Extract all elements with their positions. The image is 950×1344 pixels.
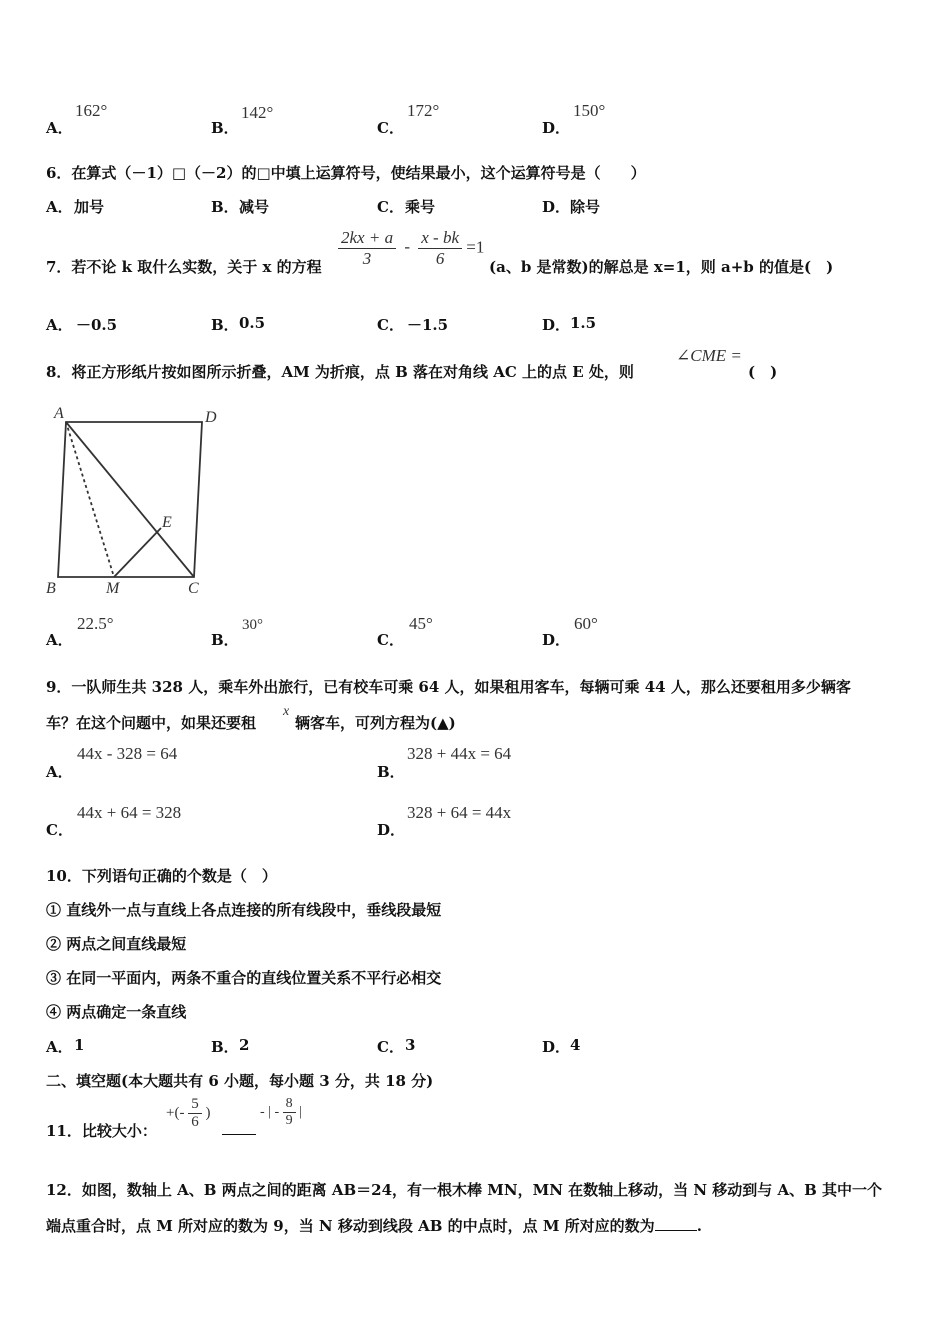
option-label: D． xyxy=(542,631,571,649)
diagonal-ac xyxy=(66,422,194,577)
option-value: 2 xyxy=(239,1036,250,1054)
option-label: D． xyxy=(542,1038,571,1056)
section-heading: 二、填空题(本大题共有 6 小题，每小题 3 分，共 18 分) xyxy=(46,1072,434,1090)
fraction: $\frac{x - bk}{6}$ xyxy=(418,228,462,269)
statement-item: ④ 两点确定一条直线 xyxy=(46,1003,187,1021)
option-label: A． xyxy=(46,763,73,781)
option-label: B． xyxy=(211,1038,239,1056)
label-m: M xyxy=(106,580,120,597)
question-12-line2: 端点重合时，点 M 所对应的数为 9，当 N 移动到线段 AB 的中点时，点 M 所对应的数为 . xyxy=(46,1217,702,1235)
option-label: C． xyxy=(377,198,404,216)
option-label: A． xyxy=(46,198,73,216)
question-9-stem-line2-pre: 车？在这个问题中，如果还要租 xyxy=(46,714,257,732)
statement-item: ② 两点之间直线最短 xyxy=(46,935,187,953)
square-fold-figure xyxy=(40,400,230,600)
option-value: 44x - 328 = 64 xyxy=(77,744,178,763)
option-label: D． xyxy=(542,119,571,137)
option-label: C． xyxy=(377,316,404,334)
option-value: 减号 xyxy=(239,198,270,216)
statement-item: ① 直线外一点与直线上各点连接的所有线段中，垂线段最短 xyxy=(46,901,442,919)
fraction: $\frac{2kx + a}{3}$ xyxy=(338,228,396,269)
option-value: 142° xyxy=(241,103,274,122)
fold-line-am xyxy=(66,422,114,577)
option-label: C． xyxy=(377,631,404,649)
option-value: 加号 xyxy=(74,198,105,216)
option-label: C． xyxy=(377,1038,404,1056)
option-label: D． xyxy=(542,316,571,334)
option-value: －0.5 xyxy=(76,316,118,334)
option-value: 328 + 44x = 64 xyxy=(407,744,512,763)
question-7-stem-post: (a、b 是常数)的解总是 x=1，则 a+b 的值是( ) xyxy=(489,258,834,276)
label-e: E xyxy=(162,514,172,531)
option-value: 172° xyxy=(407,101,440,120)
answer-blank[interactable] xyxy=(222,1118,256,1135)
option-value: 4 xyxy=(570,1036,581,1054)
option-label: C． xyxy=(46,821,73,839)
question-7-stem-pre: 7．若不论 k 取什么实数，关于 x 的方程 xyxy=(46,258,322,276)
option-value: 0.5 xyxy=(239,314,266,332)
statement-item: ③ 在同一平面内，两条不重合的直线位置关系不平行必相交 xyxy=(46,969,442,987)
option-label: B． xyxy=(211,631,239,649)
option-value: 22.5° xyxy=(77,614,114,633)
question-6-stem: 6．在算式（－1）□（－2）的□中填上运算符号，使结果最小，这个运算符号是（ ） xyxy=(46,164,646,182)
answer-blank[interactable] xyxy=(655,1216,697,1231)
option-value: 1 xyxy=(74,1036,85,1054)
option-value: 3 xyxy=(405,1036,416,1054)
option-label: B． xyxy=(211,119,239,137)
option-value: 除号 xyxy=(570,198,601,216)
q11-right-expression: - | - $\frac{8}{9}$ | xyxy=(260,1096,302,1128)
question-9-stem-line2-post: 辆客车，可列方程为(▲) xyxy=(295,714,456,732)
segment-me xyxy=(114,528,161,577)
label-d: D xyxy=(205,409,217,426)
option-value: 162° xyxy=(75,101,108,120)
option-label: A． xyxy=(46,1038,73,1056)
angle-expression: ∠CME = xyxy=(676,346,742,365)
option-value: 60° xyxy=(574,614,598,633)
fraction: $\frac{8}{9}$ xyxy=(283,1096,296,1129)
option-value: 1.5 xyxy=(570,314,597,332)
option-label: A． xyxy=(46,631,73,649)
option-label: C． xyxy=(377,119,404,137)
question-12-line1: 12．如图，数轴上 A、B 两点之间的距离 AB＝24，有一根木棒 MN，MN 在数轴上移动，当 N 移动到与 A、B 其中一个 xyxy=(46,1181,883,1199)
q11-left-expression: +(- $\frac{5}{6}$ ) xyxy=(166,1096,211,1130)
option-value: 乘号 xyxy=(405,198,436,216)
option-value: 328 + 64 = 44x xyxy=(407,803,512,822)
option-value: 30° xyxy=(242,617,263,633)
option-value: －1.5 xyxy=(407,316,449,334)
label-b: B xyxy=(46,580,56,597)
option-value: 150° xyxy=(573,101,606,120)
option-label: D． xyxy=(542,198,571,216)
variable-x: x xyxy=(283,704,290,719)
question-10-stem: 10．下列语句正确的个数是（ ） xyxy=(46,867,277,885)
option-label: B． xyxy=(211,316,239,334)
label-c: C xyxy=(188,580,199,597)
option-label: A． xyxy=(46,316,73,334)
option-label: D． xyxy=(377,821,406,839)
question-11-stem: 11．比较大小： xyxy=(46,1122,157,1140)
option-value: 45° xyxy=(409,614,433,633)
option-label: B． xyxy=(377,763,405,781)
question-9-stem-line1: 9．一队师生共 328 人，乘车外出旅行，已有校车可乘 64 人，如果租用客车，每辆可乘 44 人，那么还要租用多少辆客 xyxy=(46,678,851,696)
q7-equation: $\frac{2kx + a}{3}$ - $\frac{x - bk}{6}$ =1 xyxy=(338,228,484,269)
question-8-stem: 8．将正方形纸片按如图所示折叠，AM 为折痕，点 B 落在对角线 AC 上的点 E 处，则 xyxy=(46,363,634,381)
answer-paren: ( ) xyxy=(748,363,778,381)
option-value: 44x + 64 = 328 xyxy=(77,803,182,822)
option-label: A． xyxy=(46,119,73,137)
fraction: $\frac{5}{6}$ xyxy=(188,1096,202,1131)
option-label: B． xyxy=(211,198,239,216)
label-a: A xyxy=(54,405,64,422)
